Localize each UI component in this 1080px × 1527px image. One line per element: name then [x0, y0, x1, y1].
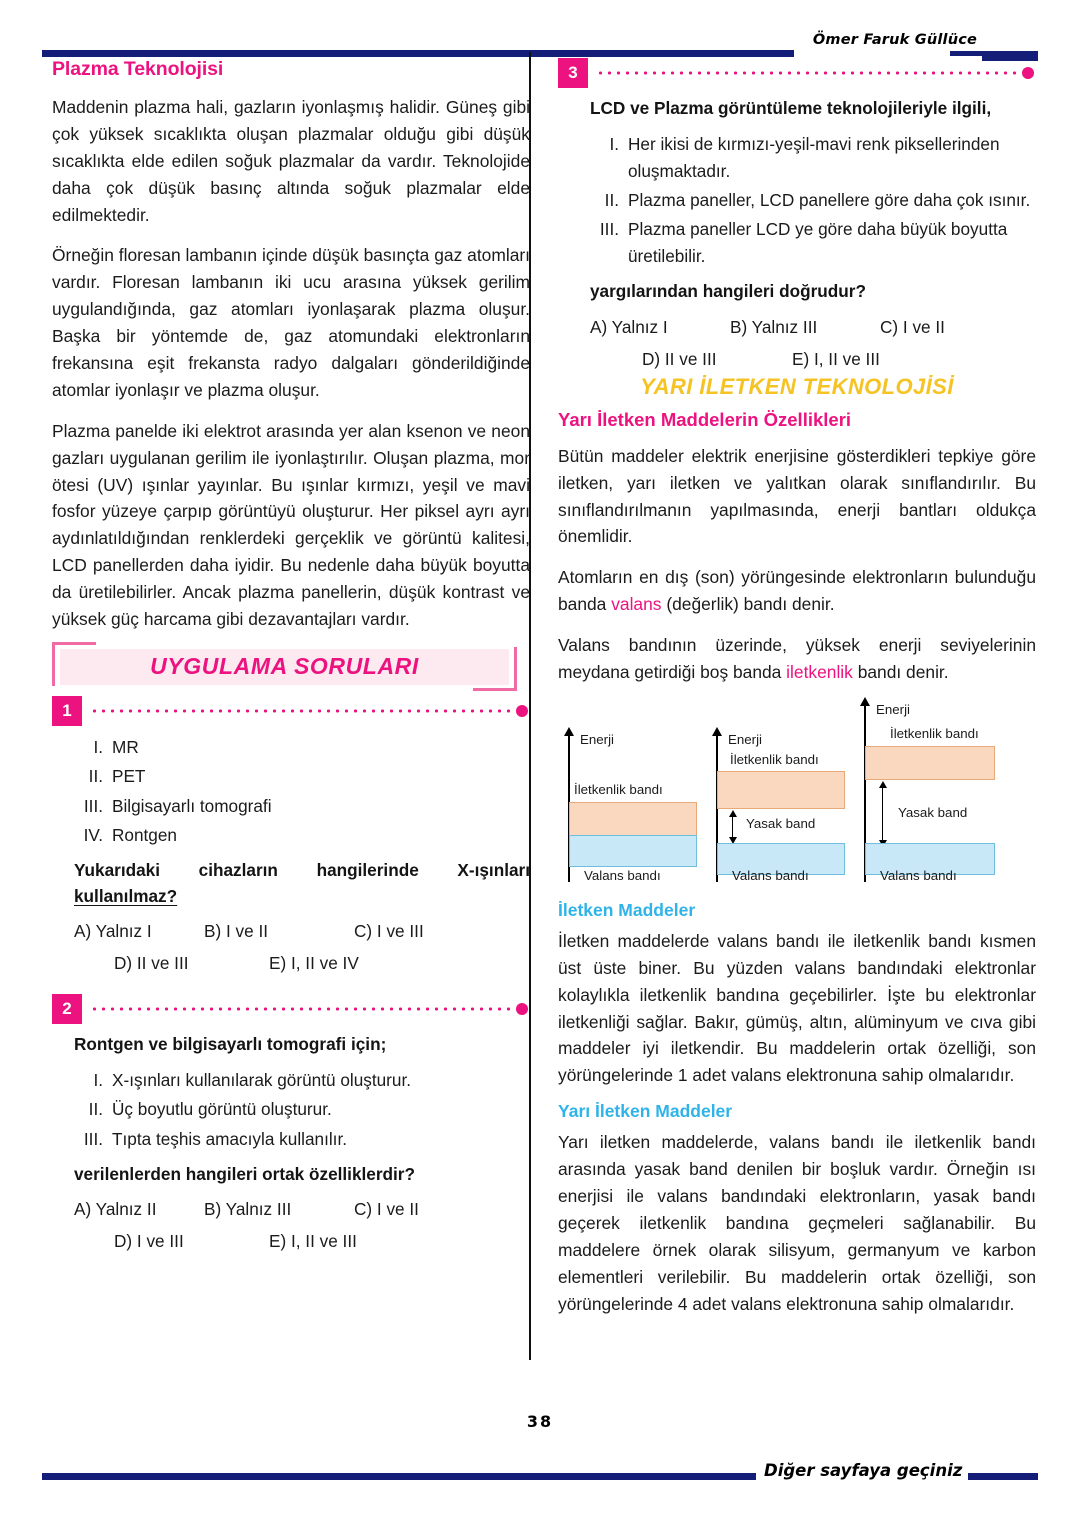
axis-label-energy: Enerji [876, 701, 910, 717]
roman-numeral: III. [599, 219, 619, 240]
question-number-badge: 2 [52, 994, 82, 1024]
paragraph-plasma-3: Plazma panelde iki elektrot arasında yer alan ksenon ve neon gazları uygulanan gerilim ile iyonlaştırılır. Oluşan plazma, mor ötesi (UV) ışınlar yayınlar. Bu ışınlar kırmızı, yeşil ve mavi fosfor yüzeye çarpıp görüntüyü oluşturur. Her piksel ayrı ayrı aydınlatıldığından renklerdeki gerçeklik ve görüntü kalitesi, LCD panellerden daha iyidir. Bu nedenle daha büyük boyutta da üretilebilirler. Ancak plazma panellerin, düşük kontrast ve yüksek güç harcama gibi dezavantajları vardır. [52, 420, 530, 630]
header-rule-left [42, 50, 794, 57]
left-column [52, 58, 530, 1252]
conduction-band-rect [569, 802, 697, 836]
roman-numeral: IV. [83, 824, 103, 845]
question-1-stem [74, 858, 530, 910]
practice-questions-banner [52, 647, 517, 687]
roman-text: PET [112, 766, 146, 787]
label-valence-band: Valans bandı [732, 867, 809, 883]
option-row-top [74, 921, 530, 942]
highlight-iletkenlik: iletkenlik [786, 661, 853, 682]
question-2-options [74, 1199, 530, 1252]
question-3-stem-bottom: yargılarından hangileri doğrudur? [590, 280, 866, 301]
paragraph-classification: Bütün maddeler elektrik enerjisine gösterdikleri tepkiye göre iletken, yarı iletken ve yalıtkan olarak sınıflandırılır. Bu sınıflandırılmanın yapılmasında, enerji bantları oldukça önemlidir. [558, 445, 1036, 547]
list-item [74, 1126, 530, 1153]
roman-text: Plazma paneller, LCD panellere göre daha çok ısınır. [628, 189, 1031, 210]
question-2-body [52, 1032, 530, 1252]
forbidden-gap-arrow-icon [732, 816, 733, 838]
option-b[interactable]: B) Yalnız III [204, 1199, 292, 1220]
option-d[interactable]: D) I ve III [114, 1231, 184, 1252]
dotted-rule [90, 709, 514, 713]
option-c[interactable]: C) I ve III [354, 921, 424, 942]
list-item [590, 216, 1036, 270]
question-2-stem-top: Rontgen ve bilgisayarlı tomografi için; [74, 1034, 387, 1055]
footer-rule-left [42, 1473, 756, 1480]
dotted-rule-end-dot [516, 705, 528, 717]
highlight-valans: valans [611, 594, 662, 615]
list-item [590, 187, 1036, 214]
paragraph-conduction-a: Valans bandının üzerinde, yüksek enerji seviyelerinin meydana getirdiği boş banda [558, 635, 1036, 682]
option-row-bottom [74, 953, 530, 974]
dotted-rule [596, 71, 1020, 75]
roman-text: MR [112, 736, 139, 757]
valence-band-rect [569, 835, 697, 867]
footer-rule-right [968, 1473, 1038, 1480]
roman-numeral: I. [93, 736, 103, 757]
label-conduction-band: İletkenlik bandı [730, 751, 819, 767]
option-row-bottom [74, 1231, 530, 1252]
author-name: Ömer Faruk Güllüce [812, 32, 978, 48]
paragraph-conductors: İletken maddelerde valans bandı ile iletkenlik bandı kısmen üst üste biner. Bu yüzden valans bandındaki elektronlar kolaylıkla iletkenlik bandına geçebilirler. İşte bu elektronlar iletkenliği sağlar. Bakır, gümüş, altın, alüminyum ve cıva gibi maddeler iyi iletkendir. Bu maddelerin ortak özelliği, son yörüngelerinde 1 adet valans elektronuna sahip olmalarıdır. [558, 930, 1036, 1086]
band-panel-insulator [854, 700, 1004, 886]
roman-numeral: I. [609, 133, 619, 154]
paragraph-conduction-b: bandı denir. [852, 661, 949, 682]
question-3-stem-top: LCD ve Plazma görüntüleme teknolojileriyle ilgili, [590, 98, 992, 118]
page-number: 38 [526, 1412, 554, 1431]
band-panel-semiconductor [706, 700, 846, 886]
label-forbidden-band: Yasak band [746, 815, 816, 831]
roman-numeral: I. [93, 1070, 103, 1091]
dotted-rule-end-dot [516, 1003, 528, 1015]
axis-label-energy: Enerji [728, 731, 762, 747]
label-valence-band: Valans bandı [584, 867, 661, 883]
list-item [74, 734, 530, 761]
paragraph-conduction-band [558, 632, 1036, 686]
list-item [74, 763, 530, 790]
roman-numeral: III. [83, 1128, 103, 1149]
axis-label-energy: Enerji [580, 731, 614, 747]
option-b[interactable]: B) Yalnız III [730, 316, 818, 337]
energy-band-diagram [558, 700, 1036, 886]
roman-text: X-ışınları kullanılarak görüntü oluşturur. [112, 1070, 412, 1091]
question-3-header [558, 58, 1036, 90]
option-c[interactable]: C) I ve II [354, 1199, 419, 1220]
question-1-options [74, 921, 530, 974]
question-3-options [590, 317, 1036, 370]
subsection-title-properties: Yarı İletken Maddelerin Özellikleri [558, 408, 852, 430]
option-b[interactable]: B) I ve II [204, 921, 268, 942]
paragraph-plasma-2: Örneğin floresan lambanın içinde düşük basınçta gaz atomları vardır. Floresan lambanın iki ucu arasına yüksek gerilim uygulandığında, gaz atomları iyonlaşarak plazma oluşur. Başka bir yöntemde de, gaz atomundaki elektronların frekansına eşit frekansta radyo dalgaları gönderildiğinde atomlar iyonlaşır ve plazma oluşur. [52, 245, 530, 400]
label-valence-band: Valans bandı [880, 867, 957, 883]
question-1-body [52, 734, 530, 974]
label-forbidden-band: Yasak band [898, 804, 968, 820]
right-column [558, 58, 1036, 1331]
roman-text: Plazma paneller LCD ye göre daha büyük boyutta üretilebilir. [628, 219, 1008, 267]
option-d[interactable]: D) II ve III [642, 348, 717, 369]
label-conduction-band: İletkenlik bandı [574, 781, 663, 797]
option-a[interactable]: A) Yalnız II [74, 1199, 157, 1220]
list-item [590, 131, 1036, 185]
option-row-top [74, 1199, 530, 1220]
dotted-rule [90, 1007, 514, 1011]
roman-text: Bilgisayarlı tomografi [112, 795, 272, 816]
question-2-header [52, 994, 530, 1026]
paragraph-valence-band [558, 564, 1036, 618]
section-title-semiconductor: YARI İLETKEN TEKNOLOJİSİ [640, 373, 954, 399]
option-e[interactable]: E) I, II ve III [792, 348, 880, 369]
subsection-title-semiconductors: Yarı İletken Maddeler [558, 1101, 733, 1122]
banner-title: UYGULAMA SORULARI [150, 653, 419, 680]
question-2-roman-list [74, 1067, 530, 1152]
option-e[interactable]: E) I, II ve III [269, 1231, 357, 1252]
roman-numeral: III. [83, 795, 103, 816]
roman-text: Her ikisi de kırmızı-yeşil-mavi renk piksellerinden oluşmaktadır. [628, 133, 1000, 181]
question-3-roman-list [590, 131, 1036, 270]
paragraph-plasma-1: Maddenin plazma hali, gazların iyonlaşmış halidir. Güneş gibi çok yüksek sıcaklıkta oluşan plazmalar olduğu gibi düşük sıcaklıkta elde edilen soğuk plazmalar da vardır. Teknolojide daha çok düşük basınç altında soğuk plazmalar elde edilmektedir. [52, 97, 530, 225]
paragraph-valence-a: Atomların en dış (son) yörüngesinde elektronların bulunduğu banda [558, 567, 1036, 615]
subsection-title-conductors: İletken Maddeler [558, 899, 696, 920]
paragraph-semiconductors: Yarı iletken maddelerde, valans bandı ile iletkenlik bandı arasında yasak band denilen bir boşluk vardır. Örneğin ısı enerjisi ile valans bandındaki elektronların, yasak bandı geçerek iletkenlik bandına geçmeleri sağlanabilir. Bu maddelere örnek olarak silisyum, germanyum ve karbon elementleri verilebilir. Bu maddelerin ortak özelliği, son yörüngelerinde 4 adet valans elektronuna sahip olmalarıdır. [558, 1132, 1036, 1314]
question-2-stem-bottom: verilenlerden hangileri ortak özelliklerdir? [74, 1163, 415, 1184]
list-item [74, 822, 530, 849]
list-item [74, 1096, 530, 1123]
option-e[interactable]: E) I, II ve IV [269, 953, 359, 974]
question-1-roman-list [74, 734, 530, 849]
next-page-note: Diğer sayfaya geçiniz [764, 1461, 963, 1480]
option-a[interactable]: A) Yalnız I [74, 921, 152, 942]
roman-numeral: II. [88, 766, 103, 787]
conduction-band-rect [865, 746, 995, 780]
roman-text: Tıpta teşhis amacıyla kullanılır. [112, 1128, 347, 1149]
page-title: Plazma Teknolojisi [52, 58, 224, 80]
band-panel-conductor [558, 700, 698, 886]
forbidden-gap-arrow-icon [882, 787, 883, 841]
paragraph-valence-b: (değerlik) bandı denir. [661, 594, 835, 615]
roman-text: Rontgen [112, 824, 177, 845]
label-conduction-band: İletkenlik bandı [890, 725, 979, 741]
dotted-rule-end-dot [1022, 67, 1034, 79]
roman-numeral: II. [604, 189, 619, 210]
list-item [74, 793, 530, 820]
list-item [74, 1067, 530, 1094]
question-number-badge: 1 [52, 696, 82, 726]
question-1-stem-underlined: kullanılmaz? [74, 885, 178, 906]
option-row-top [590, 317, 1036, 338]
question-3-body [558, 96, 1036, 370]
question-number-badge: 3 [558, 58, 588, 88]
question-1-header [52, 696, 530, 728]
option-row-bottom [590, 349, 1036, 370]
page-footer [42, 1461, 1038, 1488]
option-d[interactable]: D) II ve III [114, 953, 189, 974]
roman-text: Üç boyutlu görüntü oluşturur. [112, 1099, 332, 1120]
roman-numeral: II. [88, 1099, 103, 1120]
conduction-band-rect [717, 771, 845, 809]
option-a[interactable]: A) Yalnız I [590, 316, 668, 337]
question-1-stem-prefix: Yukarıdaki cihazların hangilerinde X-ışınları [74, 859, 530, 880]
option-c[interactable]: C) I ve II [880, 316, 945, 337]
